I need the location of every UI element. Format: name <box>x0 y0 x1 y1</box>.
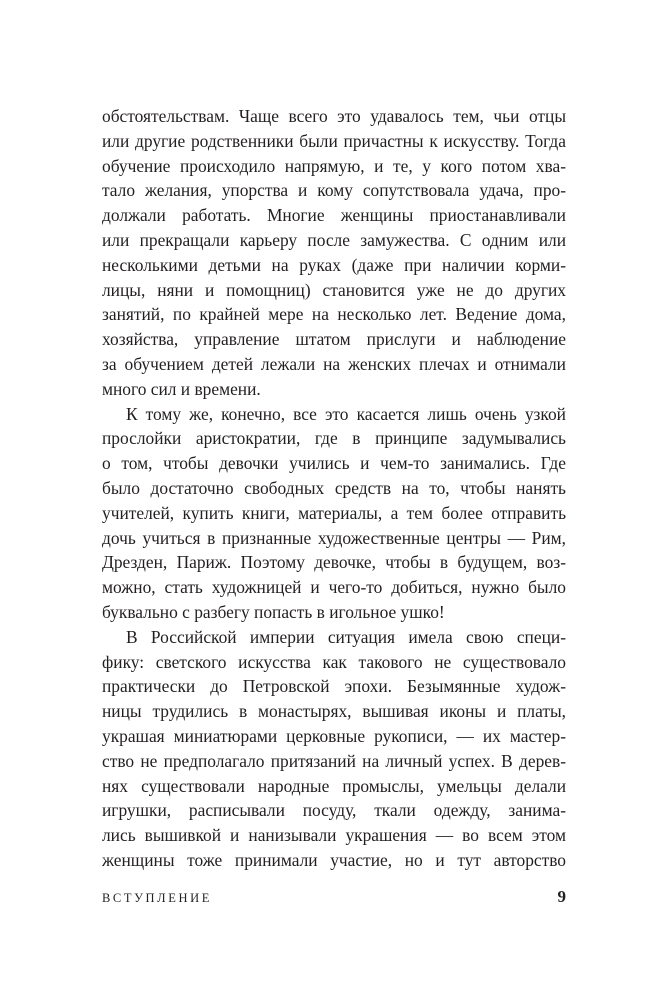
text-line: или прекращали карьеру после замужества. С одним или <box>102 229 566 250</box>
text-line: В Российской империи ситуация имела свою специ- <box>126 626 566 647</box>
text-line: прослойки аристократии, где в принципе задумывались <box>102 428 566 449</box>
text-line: должали работать. Многие женщины приостанавливали <box>102 205 566 226</box>
text-line: К тому же, конечно, все это касается лишь очень узкой <box>126 403 566 424</box>
text-line: игрушки, расписывали посуду, ткали одежду, занима- <box>102 800 566 821</box>
text-line: нях существовали народные промыслы, умельцы делали <box>102 775 566 796</box>
text-line: ство не предполагало притязаний на личный успех. В дерев- <box>102 750 566 771</box>
body-text <box>102 104 566 873</box>
text-line: практически до Петровской эпохи. Безымянные худож- <box>102 676 566 697</box>
text-line: обучение происходило напрямую, и те, у кого потом хва- <box>102 155 566 176</box>
text-line: много сил и времени. <box>102 378 261 399</box>
text-line: обстоятельствам. Чаще всего это удавалось тем, чьи отцы <box>102 106 566 126</box>
text-line: фику: светского искусства как такового не существовало <box>102 651 566 672</box>
text-line: о том, чтобы девочки учились и чем-то занимались. Где <box>102 453 566 474</box>
text-line: украшая миниатюрами церковные рукописи, — их мастер- <box>102 725 566 746</box>
text-line: буквально с разбегу попасть в игольное ушко! <box>102 601 445 622</box>
text-line: лицы, няни и помощниц) становится уже не до других <box>102 279 566 300</box>
text-line: хозяйства, управление штатом прислуги и наблюдение <box>102 329 566 350</box>
text-line: Дрезден, Париж. Поэтому девочке, чтобы в будущем, воз- <box>102 552 566 573</box>
running-title: ВСТУПЛЕНИЕ <box>102 891 212 905</box>
text-line: несколькими детьми на руках (даже при наличии корми- <box>102 254 566 275</box>
page-number: 9 <box>557 887 566 906</box>
text-line: занятий, по крайней мере на несколько лет. Ведение дома, <box>102 304 566 325</box>
text-line: или другие родственники были причастны к искусству. Тогда <box>102 130 566 151</box>
text-line: тало желания, упорства и кому сопутствовала удача, про- <box>102 180 566 201</box>
text-line: лись вышивкой и нанизывали украшения — во всем этом <box>102 825 566 846</box>
text-line: за обучением детей лежали на женских плечах и отнимали <box>102 353 566 374</box>
text-line: учителей, купить книги, материалы, а тем более отправить <box>102 502 566 523</box>
text-line: ницы трудились в монастырях, вышивая иконы и платы, <box>102 701 566 722</box>
text-line: дочь учиться в признанные художественные центры — Рим, <box>102 527 566 548</box>
text-line: можно, стать художницей и чего-то добиться, нужно было <box>102 577 566 598</box>
text-line: женщины тоже принимали участие, но и тут авторство <box>102 849 566 870</box>
text-line: было достаточно свободных средств на то, чтобы нанять <box>102 477 566 498</box>
